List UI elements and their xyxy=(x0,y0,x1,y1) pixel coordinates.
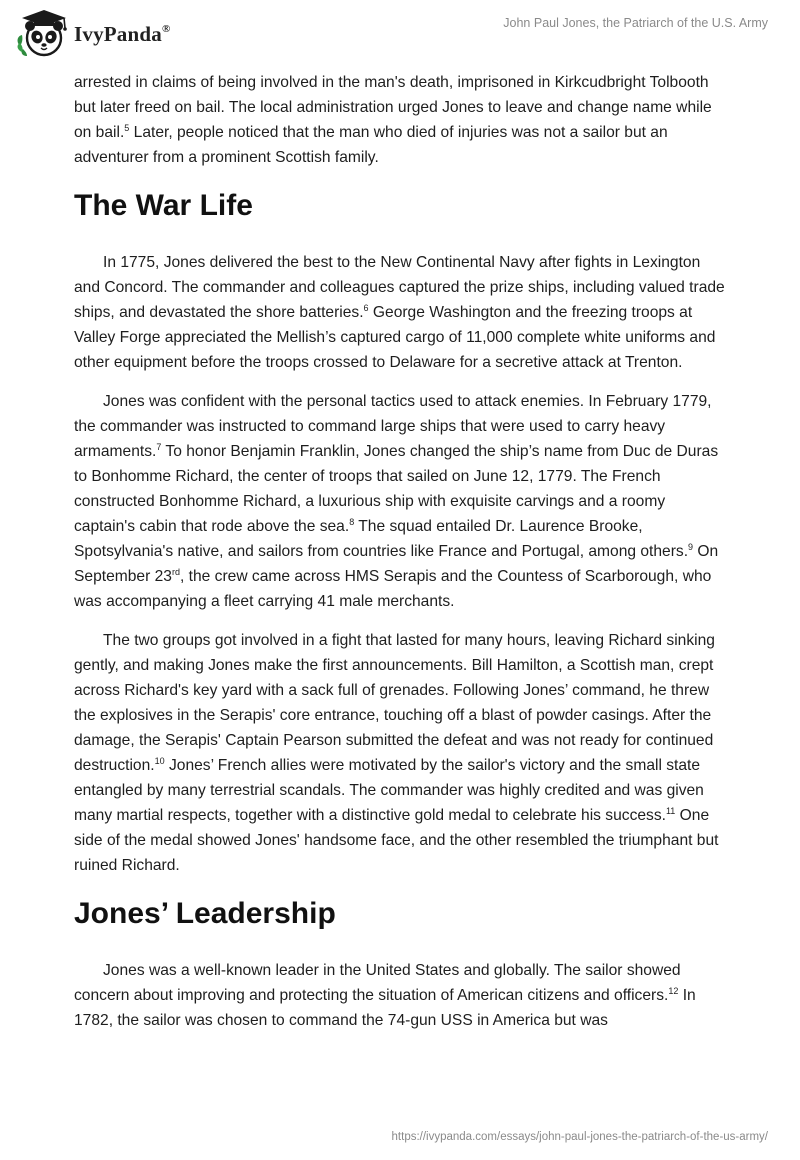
panda-graduate-icon xyxy=(14,8,70,60)
footnote-ref[interactable]: 7 xyxy=(156,442,162,452)
document-title: John Paul Jones, the Patriarch of the U.S. Army xyxy=(503,16,768,30)
footnote-ref[interactable]: 5 xyxy=(124,123,130,133)
paragraph-arrest: arrested in claims of being involved in the man's death, imprisoned in Kirkcudbright Tolbooth but later freed on bail. The local administration urged Jones to leave and change name while on bail.$^5$ Later, people noticed that the man who died of injuries was not a sailor but an adventurer from a prominent Scottish family. xyxy=(74,74,712,166)
paragraph-battle: The two groups got involved in a fight that lasted for many hours, leaving Richard sinking gently, and making Jones make the first announcements. Bill Hamilton, a Scottish man, crept across Richard's key yard with a sack full of grenades. Following Jones’ command, he threw the explosives in the Serapis' core entrance, touching off a blast of powder casings. After the damage, the Serapis' Captain Pearson submitted the defeat and was not ready for continued destruction.$^{10}$ Jones’ French allies were motivated by the sailor's victory and the small state entangled by many terrestrial scandals. The commander was highly credited and was given many martial respects, together with a distinctive gold medal to celebrate his success.$^{11}$ One side of the medal showed Jones' handsome face, and the other resembled the triumphant but ruined Richard. xyxy=(74,632,719,874)
footnote-ref[interactable]: 12 xyxy=(668,986,679,996)
footnote-ref[interactable]: 10 xyxy=(154,756,165,766)
essay-body xyxy=(74,70,728,1047)
page-header xyxy=(0,0,800,70)
ivypanda-logo[interactable] xyxy=(14,8,170,60)
paragraph-1775: In 1775, Jones delivered the best to the New Continental Navy after fights in Lexington and Concord. The commander and colleagues captured the prize ships, including valued trade ships, and devastated the shore batteries.$^6$ George Washington and the freezing troops at Valley Forge appreciated the Mellish’s captured cargo of 11,000 complete white uniforms and other equipment before the troops crossed to Delaware for a secretive attack at Trenton. xyxy=(74,254,725,371)
footnote-ref[interactable]: 6 xyxy=(363,303,369,313)
logo-wordmark: IvyPanda® xyxy=(74,21,171,46)
paragraph-leadership: Jones was a well-known leader in the United States and globally. The sailor showed concern about improving and protecting the situation of American citizens and officers.$^{12}$ In 1782, the sailor was chosen to command the 74-gun USS in America but was xyxy=(74,962,696,1029)
footnote-ref[interactable]: 9 xyxy=(688,542,694,552)
ordinal-suffix: rd xyxy=(171,567,180,577)
footnote-ref[interactable]: 11 xyxy=(665,806,676,816)
source-url[interactable]: https://ivypanda.com/essays/john-paul-jones-the-patriarch-of-the-us-army/ xyxy=(391,1131,768,1143)
section-heading-leadership: Jones’ Leadership xyxy=(74,897,336,930)
section-heading-war-life: The War Life xyxy=(74,189,253,222)
footnote-ref[interactable]: 8 xyxy=(349,517,355,527)
paragraph-tactics: Jones was confident with the personal tactics used to attack enemies. In February 1779, the commander was instructed to command large ships that were used to carry heavy armaments.$^7$ To honor Benjamin Franklin, Jones changed the ship’s name from Duc de Duras to Bonhomme Richard, the center of troops that sailed on June 12, 1779. The French constructed Bonhomme Richard, a luxurious ship with exquisite carvings and a roomy captain's cabin that rode above the sea.$^8$ The squad entailed Dr. Laurence Brooke, Spotsylvania's native, and sailors from countries like France and Portugal, among others.$^9$ On September 23rd, the crew came across HMS Serapis and the Countess of Scarborough, who was accompanying a fleet carrying 41 male merchants. xyxy=(74,393,719,610)
